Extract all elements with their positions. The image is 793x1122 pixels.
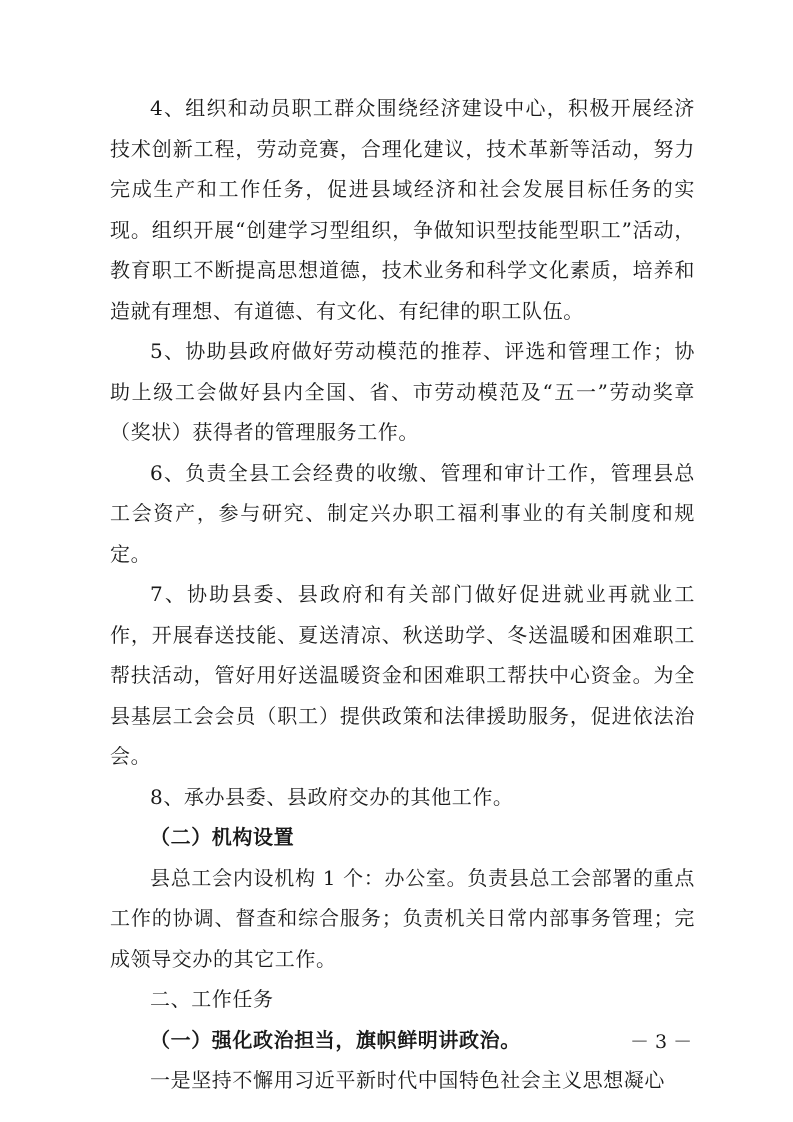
paragraph-item-5: 5、协助县政府做好劳动模范的推荐、评选和管理工作；协助上级工会做好县内全国、省、市劳动模范及“五一”劳动奖章（奖状）获得者的管理服务工作。 <box>110 339 695 444</box>
paragraph-item-8: 8、承办县委、县政府交办的其他工作。 <box>150 784 514 809</box>
section-tasks-heading: 二、工作任务 <box>150 987 274 1011</box>
subsection-text: 一是坚持不懈用习近平新时代中国特色社会主义思想凝心 <box>150 1068 665 1092</box>
section-org-heading: （二）机构设置 <box>150 825 295 849</box>
paragraph-item-6: 6、负责全县工会经费的收缴、管理和审计工作，管理县总工会资产，参与研究、制定兴办职工福利事业的有关制度和规定。 <box>110 460 695 566</box>
page-number: － 3 － <box>630 1031 693 1053</box>
paragraph-item-7: 7、协助县委、县政府和有关部门做好促进就业再就业工作，开展春送技能、夏送清凉、秋送助学、冬送温暖和困难职工帮扶活动，管好用好送温暖资金和困难职工帮扶中心资金。为全县基层工会会员（职工）提供政策和法律援助服务，促进依法治会。 <box>110 582 695 768</box>
document-page <box>110 88 695 1101</box>
subsection-heading: （一）强化政治担当，旗帜鲜明讲政治。 <box>150 1027 521 1052</box>
paragraph-item-4: 4、组织和动员职工群众围绕经济建设中心，积极开展经济技术创新工程，劳动竞赛，合理化建议，技术革新等活动，努力完成生产和工作任务，促进县域经济和社会发展目标任务的实现。组织开展“创建学习型组织，争做知识型技能型职工”活动，教育职工不断提高思想道德，技术业务和科学文化素质，培养和造就有理想、有道德、有文化、有纪律的职工队伍。 <box>110 96 695 323</box>
section-org-text: 县总工会内设机构 1 个：办公室。负责县总工会部署的重点工作的协调、督查和综合服务；负责机关日常内部事务管理；完成领导交办的其它工作。 <box>110 865 695 971</box>
